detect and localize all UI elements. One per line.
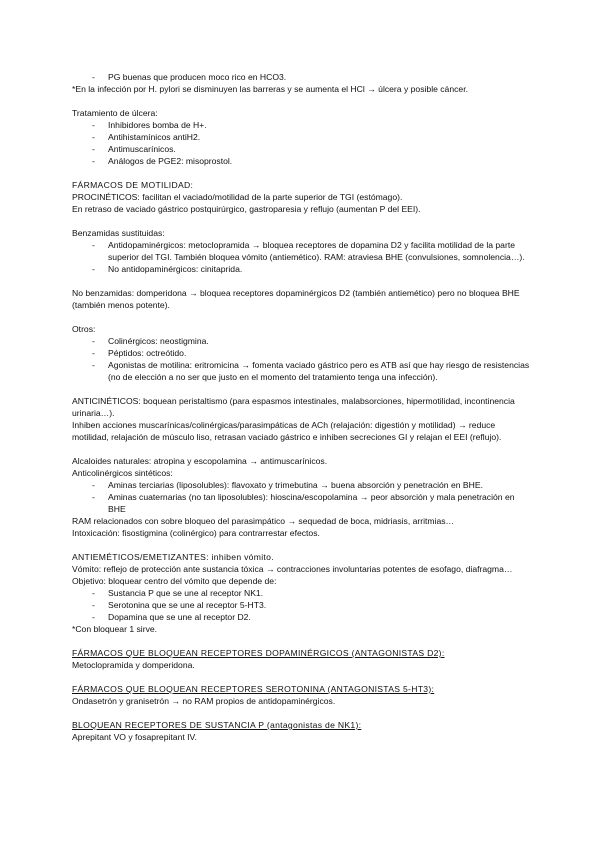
- antikinetics-inhibit: Inhiben acciones muscarínicas/colinérgicas/parasimpáticas de ACh (relajación: digestión y motilidad) → reduce motilidad, relajación de músculo liso, retrasan vaciado gástrico e inhiben secreciones GI y relajan el EEI (reflujo).: [72, 420, 502, 442]
- serotonin-antagonists-heading: FÁRMACOS QUE BLOQUEAN RECEPTORES SEROTONINA (ANTAGONISTAS 5-HT3):: [72, 684, 435, 694]
- others-title: Otros:: [72, 324, 96, 334]
- synthetic-anticholinergics-list: [72, 479, 532, 515]
- dopamine-antagonists-body: Metoclopramida y domperidona.: [72, 660, 195, 670]
- serotonin-antagonists-body: Ondasetrón y granisetrón → no RAM propios de antidopaminérgicos.: [72, 696, 336, 706]
- vomit-center-list: [72, 587, 532, 623]
- list-item: - Antidopaminérgicos: metoclopramida → bloquea receptores de dopamina D2 y facilita motilidad de la parte superior del TGI. También bloquea vómito (antiemético). RAM: atraviesa BHE (convulsiones, somnolencia…).: [72, 239, 532, 263]
- antikinetics-intro: ANTICINÉTICOS: boquean peristaltismo (para espasmos intestinales, malabsorciones, hipermotilidad, incontinencia urinaria…).: [72, 396, 515, 418]
- ulcer-treatment-title: Tratamiento de úlcera:: [72, 108, 158, 118]
- block-one-note: *Con bloquear 1 sirve.: [72, 624, 158, 634]
- list-item: - Agonistas de motilina: eritromicina → fomenta vaciado gástrico pero es ATB así que hay riesgo de resistencias (no de elección a no ser que justo en el momento del tratamiento tenga una infección).: [72, 359, 532, 383]
- ulcer-intro-list: [72, 71, 532, 83]
- list-item: - Inhibidores bomba de H+.: [72, 119, 532, 131]
- list-item: - Colinérgicos: neostigmina.: [72, 335, 532, 347]
- list-item: - No antidopaminérgicos: cinitaprida.: [72, 263, 532, 275]
- substance-p-antagonists-body: Aprepitant VO y fosaprepitant IV.: [72, 732, 197, 742]
- natural-alkaloids: Alcaloides naturales: atropina y escopolamina → antimuscarínicos.: [72, 456, 328, 466]
- list-item: - PG buenas que producen moco rico en HCO3.: [72, 71, 532, 83]
- objective-text: Objetivo: bloquear centro del vómito que depende de:: [72, 576, 277, 586]
- list-item: - Péptidos: octreótido.: [72, 347, 532, 359]
- non-benzamides-text: No benzamidas: domperidona → bloquea receptores dopaminérgicos D2 (también antiemético) pero no bloquea BHE (también menos potente).: [72, 288, 520, 310]
- synthetic-anticholinergics-title: Anticolinérgicos sintéticos:: [72, 468, 173, 478]
- list-item: - Aminas cuaternarias (no tan liposolubles): hioscina/escopolamina → peor absorción y mala penetración en BHE: [72, 491, 532, 515]
- ulcer-treatment-list: [72, 119, 532, 167]
- list-item: - Dopamina que se une al receptor D2.: [72, 611, 532, 623]
- list-item: - Serotonina que se une al receptor 5-HT3.: [72, 599, 532, 611]
- list-item: - Antihistamínicos antiH2.: [72, 131, 532, 143]
- prokinetics-text: PROCINÉTICOS: facilitan el vaciado/motilidad de la parte superior de TGI (estómago).: [72, 192, 403, 202]
- substance-p-antagonists-heading: BLOQUEAN RECEPTORES DE SUSTANCIA P (antagonistas de NK1):: [72, 720, 362, 730]
- ram-text: RAM relacionados con sobre bloqueo del parasimpático → sequedad de boca, midriasis, arritmias…: [72, 516, 455, 526]
- others-list: [72, 335, 532, 383]
- list-item: - Análogos de PGE2: misoprostol.: [72, 155, 532, 167]
- dopamine-antagonists-heading: FÁRMACOS QUE BLOQUEAN RECEPTORES DOPAMINÉRGICOS (ANTAGONISTAS D2):: [72, 648, 445, 658]
- benzamides-list: [72, 239, 532, 275]
- list-item: - Sustancia P que se une al receptor NK1.: [72, 587, 532, 599]
- hpylori-note: *En la infección por H. pylori se disminuyen las barreras y se aumenta el HCl → úlcera y posible cáncer.: [72, 84, 468, 94]
- list-item: - Aminas terciarias (liposolubles): flavoxato y trimebutina → buena absorción y penetración en BHE.: [72, 479, 532, 491]
- gastric-delay-text: En retraso de vaciado gástrico postquirúrgico, gastroparesia y reflujo (aumentan P del EEI).: [72, 204, 421, 214]
- document-body: [72, 71, 532, 743]
- motility-heading: FÁRMACOS DE MOTILIDAD:: [72, 180, 194, 190]
- list-item: - Antimuscarínicos.: [72, 143, 532, 155]
- vomit-text: Vómito: reflejo de protección ante sustancia tóxica → contracciones involuntarias potentes de esofago, diafragma…: [72, 564, 513, 574]
- antiemetics-heading: ANTIEMÉTICOS/EMETIZANTES: inhiben vómito.: [72, 552, 274, 562]
- benzamides-title: Benzamidas sustituidas:: [72, 228, 165, 238]
- intoxication-text: Intoxicación: fisostigmina (colinérgico) para contrarrestar efectos.: [72, 528, 320, 538]
